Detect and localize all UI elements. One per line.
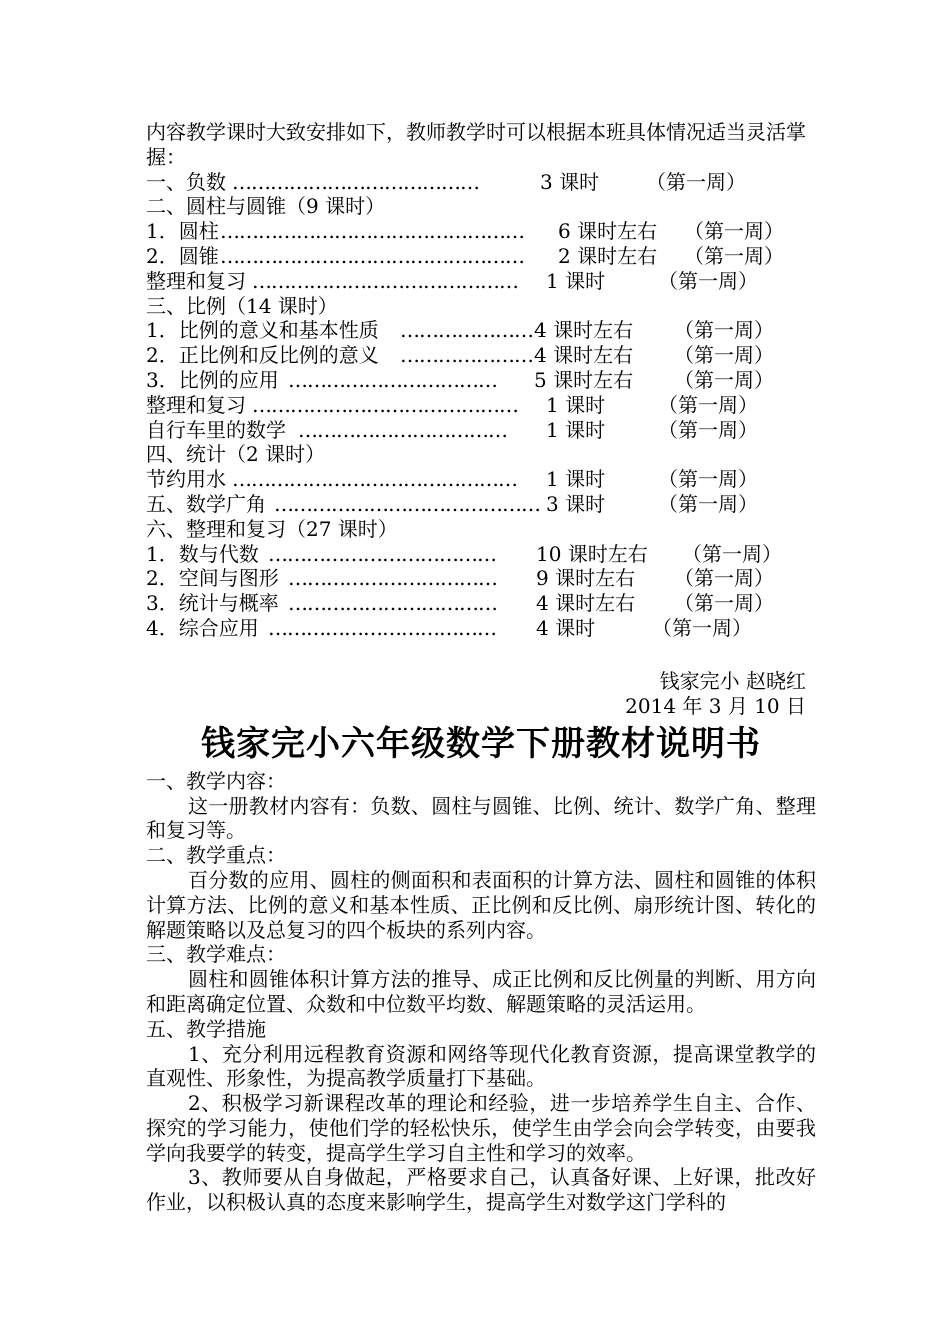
schedule-hours: 1 课时 xyxy=(546,268,606,293)
schedule-label: 自行车里的数学 xyxy=(146,417,286,442)
schedule-week: （第一周） xyxy=(658,491,758,516)
section-2-heading: 二、教学重点： xyxy=(146,843,286,868)
schedule-row xyxy=(146,219,816,244)
measure-1: 1、充分利用远程教育资源和网络等现代化教育资源，提高课堂教学的直观性、形象性，为提高教学质量打下基础。 xyxy=(146,1041,816,1091)
schedule-week: （第一周） xyxy=(684,219,784,244)
schedule-label: 4．综合应用 xyxy=(146,615,259,640)
schedule-leader-dots: …………………………………… xyxy=(252,268,518,293)
section-2-body: 百分数的应用、圆柱的侧面积和表面积的计算方法、圆柱和圆锥的体积计算方法、比例的意义和基本性质、正比例和反比例、扇形统计图、转化的解题策略以及总复习的四个板块的系列内容。 xyxy=(146,867,816,942)
schedule-hours: 6 课时左右 xyxy=(558,219,658,244)
schedule-label: 整理和复习 xyxy=(146,268,246,293)
section-1-body: 这一册教材内容有：负数、圆柱与圆锥、比例、统计、数学广角、整理和复习等。 xyxy=(146,793,816,843)
schedule-leader-dots: ……………………………………… xyxy=(232,467,517,492)
schedule-leader-dots: …………………………… xyxy=(288,367,497,392)
schedule-week: （第一周） xyxy=(674,343,774,368)
schedule-week: （第一周） xyxy=(652,615,752,640)
schedule-label: 五、数学广角 xyxy=(146,491,266,516)
schedule-week: （第一周） xyxy=(658,392,758,417)
schedule-week: （第一周） xyxy=(682,541,782,566)
schedule-hours: 4 课时左右 xyxy=(534,318,634,343)
schedule-hours: 1 课时 xyxy=(546,392,606,417)
schedule-leader-dots: ……………………………… xyxy=(268,541,496,566)
schedule-week: （第一周） xyxy=(658,268,758,293)
schedule-label: 3．统计与概率 xyxy=(146,591,279,616)
schedule-hours: 1 课时 xyxy=(546,417,606,442)
schedule-row xyxy=(146,566,816,591)
schedule-hours: 4 课时左右 xyxy=(536,591,636,616)
signature-date: 2014 年 3 月 10 日 xyxy=(625,693,806,718)
schedule-leader-dots: ………………………………………… xyxy=(220,243,524,268)
schedule-label: 节约用水 xyxy=(146,467,226,492)
schedule-row xyxy=(146,269,816,294)
schedule-label: 1．比例的意义和基本性质 xyxy=(146,318,379,343)
section-3-heading: 三、教学难点： xyxy=(146,942,286,967)
schedule-hours: 3 课时 xyxy=(540,169,600,194)
schedule-hours: 1 课时 xyxy=(546,467,606,492)
schedule-week: （第一周） xyxy=(674,367,774,392)
schedule-row xyxy=(146,467,816,492)
schedule-row xyxy=(146,616,816,641)
schedule-row xyxy=(146,517,816,542)
document-page xyxy=(146,120,816,1215)
section-5-heading: 五、教学措施 xyxy=(146,1016,266,1041)
schedule-leader-dots: …………………………… xyxy=(298,417,507,442)
schedule-label: 二、圆柱与圆锥（9 课时） xyxy=(146,194,386,219)
schedule-row xyxy=(146,368,816,393)
schedule-hours: 3 课时 xyxy=(546,491,606,516)
intro-text: 内容教学课时大致安排如下，教师教学时可以根据本班具体情况适当灵活掌握： xyxy=(146,120,806,169)
schedule-week: （第一周） xyxy=(674,318,774,343)
schedule-row xyxy=(146,492,816,517)
schedule-leader-dots: …………………………… xyxy=(288,566,497,591)
schedule-label: 四、统计（2 课时） xyxy=(146,442,326,467)
schedule-row xyxy=(146,442,816,467)
spacer xyxy=(146,641,816,669)
schedule-row xyxy=(146,542,816,567)
schedule-hours: 2 课时左右 xyxy=(558,243,658,268)
schedule-row xyxy=(146,244,816,269)
schedule-week: （第一周） xyxy=(658,417,758,442)
schedule-label: 六、整理和复习（27 课时） xyxy=(146,516,398,541)
schedule-row xyxy=(146,318,816,343)
schedule-hours: 10 课时左右 xyxy=(536,541,648,566)
schedule-leader-dots: ……………………………… xyxy=(268,615,496,640)
schedule-row xyxy=(146,294,816,319)
schedule-leader-dots: ………………………………… xyxy=(232,169,479,194)
schedule-row xyxy=(146,393,816,418)
signature-name: 钱家完小 赵晓红 xyxy=(659,668,806,693)
schedule-leader-dots: …………………………………… xyxy=(252,392,518,417)
schedule-leader-dots: …………………………… xyxy=(288,591,497,616)
schedule-row xyxy=(146,194,816,219)
schedule-week: （第一周） xyxy=(646,169,746,194)
schedule-label: 三、比例（14 课时） xyxy=(146,293,338,318)
schedule-leader-dots: ………………… xyxy=(400,318,533,343)
schedule-label: 整理和复习 xyxy=(146,392,246,417)
schedule-label: 一、负数 xyxy=(146,169,226,194)
schedule-label: 2．圆锥 xyxy=(146,243,219,268)
schedule-hours: 5 课时左右 xyxy=(534,367,634,392)
schedule-label: 2．空间与图形 xyxy=(146,566,279,591)
schedule-leader-dots: ………………… xyxy=(400,343,533,368)
section-3-body: 圆柱和圆锥体积计算方法的推导、成正比例和反比例量的判断、用方向和距离确定位置、众数和中位数平均数、解题策略的灵活运用。 xyxy=(146,967,816,1016)
schedule-week: （第一周） xyxy=(684,243,784,268)
schedule-hours: 4 课时左右 xyxy=(534,343,634,368)
schedule-row xyxy=(146,418,816,443)
schedule-row xyxy=(146,591,816,616)
schedule-week: （第一周） xyxy=(674,566,774,591)
schedule-label: 1．数与代数 xyxy=(146,541,259,566)
schedule-label: 2．正比例和反比例的意义 xyxy=(146,343,379,368)
section-1-heading: 一、教学内容： xyxy=(146,768,286,793)
schedule-label: 1．圆柱 xyxy=(146,219,219,244)
measure-2: 2、积极学习新课程改革的理论和经验，进一步培养学生自主、合作、探究的学习能力，使他们学的轻松快乐，使学生由学会向会学转变，由要我学向我要学的转变，提高学生学习自主性和学习的效率。 xyxy=(146,1091,816,1165)
schedule-week: （第一周） xyxy=(674,591,774,616)
schedule-leader-dots: ………………………………………… xyxy=(220,219,524,244)
schedule-hours: 9 课时左右 xyxy=(536,566,636,591)
document-title: 钱家完小六年级数学下册教材说明书 xyxy=(201,723,761,764)
schedule-leader-dots: …………………………………… xyxy=(274,491,540,516)
schedule-list xyxy=(146,170,816,641)
schedule-label: 3．比例的应用 xyxy=(146,367,279,392)
schedule-hours: 4 课时 xyxy=(536,615,596,640)
measure-3: 3、教师要从自身做起，严格要求自己，认真备好课、上好课，批改好作业，以积极认真的态度来影响学生，提高学生对数学这门学科的 xyxy=(146,1165,816,1215)
schedule-row xyxy=(146,170,816,195)
schedule-week: （第一周） xyxy=(658,467,758,492)
schedule-row xyxy=(146,343,816,368)
